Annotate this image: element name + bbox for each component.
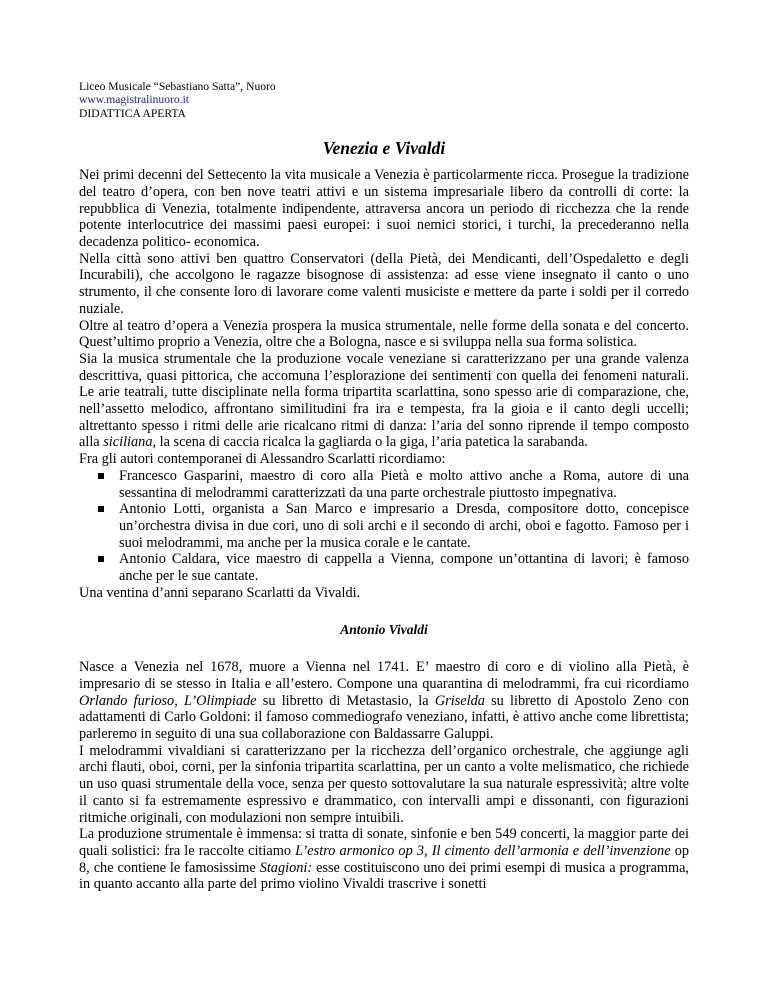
website-link[interactable]: www.magistralinuoro.it bbox=[79, 93, 190, 107]
document-header bbox=[79, 80, 689, 120]
paragraph-valenza-descrittiva: Sia la musica strumentale che la produzione vocale veneziane si caratterizzano per una grande valenza descrittiva, quasi pittorica, che accomuna l’esplorazione dei sentimenti con quella dei fenomeni naturali. Le arie teatrali, tutte disciplinate nella forma tripartita scarlattina, sono spesso arie di comparazione, che, nell’assetto melodico, affrontano similitudini fra ira e tempesta, fra la gioia e il canto degli uccelli; altrettanto spesso i ritmi delle arie ricalcano ritmi di danza: l’aria del sonno riprende il tempo composto alla siciliana, la scena di caccia ricalca la gagliarda o la giga, l’aria patetica la sarabanda. bbox=[79, 350, 689, 451]
square-bullet-icon bbox=[98, 473, 104, 479]
square-bullet-icon bbox=[98, 506, 104, 512]
paragraph-musica-strumentale: Oltre al teatro d’opera a Venezia prospera la musica strumentale, nelle forme della sonata e del concerto. Quest’ultimo proprio a Venezia, oltre che a Bologna, nasce e si sviluppa nella sua forma solistica. bbox=[79, 317, 689, 351]
section-heading-vivaldi: Antonio Vivaldi bbox=[340, 621, 428, 637]
paragraph-conservatori: Nella città sono attivi ben quattro Conservatori (della Pietà, dei Mendicanti, dell’Ospedaletto e degli Incurabili), che accolgono le ragazze bisognose di assistenza: ad esse viene insegnato il canto o uno strumento, il che consente loro di lavorare come valenti musiciste e mettere da parte i soldi per il corredo nuziale. bbox=[79, 250, 689, 317]
list-item: Antonio Lotti, organista a San Marco e impresario a Dresda, compositore dotto, concepisce un’orchestra divisa in due cori, uno di soli archi e il secondo di archi, oboi e fagotto. Famoso per i suoi melodrammi, ma anche per la musica corale e le cantate. bbox=[79, 501, 689, 551]
paragraph-melodrammi: I melodrammi vivaldiani si caratterizzano per la ricchezza dell’organico orchestrale, che aggiunge agli archi flauti, oboi, corni, per la sinfonia tripartita scarlattina, per un canto a volte melismatico, che richiede un uso quasi strumentale della voce, senza per questo sottovalutare la sua naturale espressività; altre volte il canto si fa estremamente espressivo e drammatico, con intervalli ampi e dissonanti, con figurazioni ritmiche originali, con modulazioni non sempre intuibili. bbox=[79, 742, 689, 826]
list-item: Francesco Gasparini, maestro di coro alla Pietà e molto attivo anche a Roma, autore di una sessantina di melodrammi caratterizzati da una parte orchestrale piuttosto impegnativa. bbox=[79, 468, 689, 501]
composers-list bbox=[79, 468, 689, 585]
paragraph-vivaldi-bio: Nasce a Venezia nel 1678, muore a Vienna nel 1741. E’ maestro di coro e di violino alla Pietà, è impresario di se stesso in Italia e all’estero. Compone una quarantina di melodrammi, fra cui ricordiamo Orlando furioso, L’Olimpiade su libretto di Metastasio, la Griselda su libretto di Apostolo Zeno con adattamenti di Carlo Goldoni: il famoso commediografo veneziano, infatti, è attivo anche come librettista; parleremo in seguito di una sua collaborazione con Baldassarre Galuppi. bbox=[79, 659, 689, 743]
section-label: DIDATTICA APERTA bbox=[79, 106, 186, 120]
paragraph-venezia-intro: Nei primi decenni del Settecento la vita musicale a Venezia è particolarmente ricca. Prosegue la tradizione del teatro d’opera, con ben nove teatri attivi e un sistema impresariale libero da controlli di corte: la repubblica di Venezia, totalmente indipendente, attraversa ancora un periodo di ricchezza che la rende potente interlocutrice dei massimi paesi europei: i suoi nemici storici, i turchi, la precederanno nella decadenza politico- economica. bbox=[79, 167, 689, 251]
list-item: Antonio Caldara, vice maestro di cappella a Vienna, compone un’ottantina di lavori; è famoso anche per le sue cantate. bbox=[79, 551, 689, 584]
square-bullet-icon bbox=[98, 556, 104, 562]
school-name: Liceo Musicale “Sebastiano Satta”, Nuoro bbox=[79, 80, 276, 93]
paragraph-autori-intro: Fra gli autori contemporanei di Alessandro Scarlatti ricordiamo: bbox=[79, 451, 446, 468]
paragraph-closing: Una ventina d’anni separano Scarlatti da Vivaldi. bbox=[79, 584, 361, 601]
document-title: Venezia e Vivaldi bbox=[322, 138, 446, 159]
paragraph-produzione-strumentale: La produzione strumentale è immensa: si tratta di sonate, sinfonie e ben 549 concerti, la maggior parte dei quali solistici: fra le raccolte citiamo L’estro armonico op 3, Il cimento dell’armonia e dell’invenzione op 8, che contiene le famosissime Stagioni: esse costituiscono uno dei primi esempi di musica a programma, in quanto accanto alla parte del primo violino Vivaldi trascrive i sonetti bbox=[79, 826, 689, 893]
